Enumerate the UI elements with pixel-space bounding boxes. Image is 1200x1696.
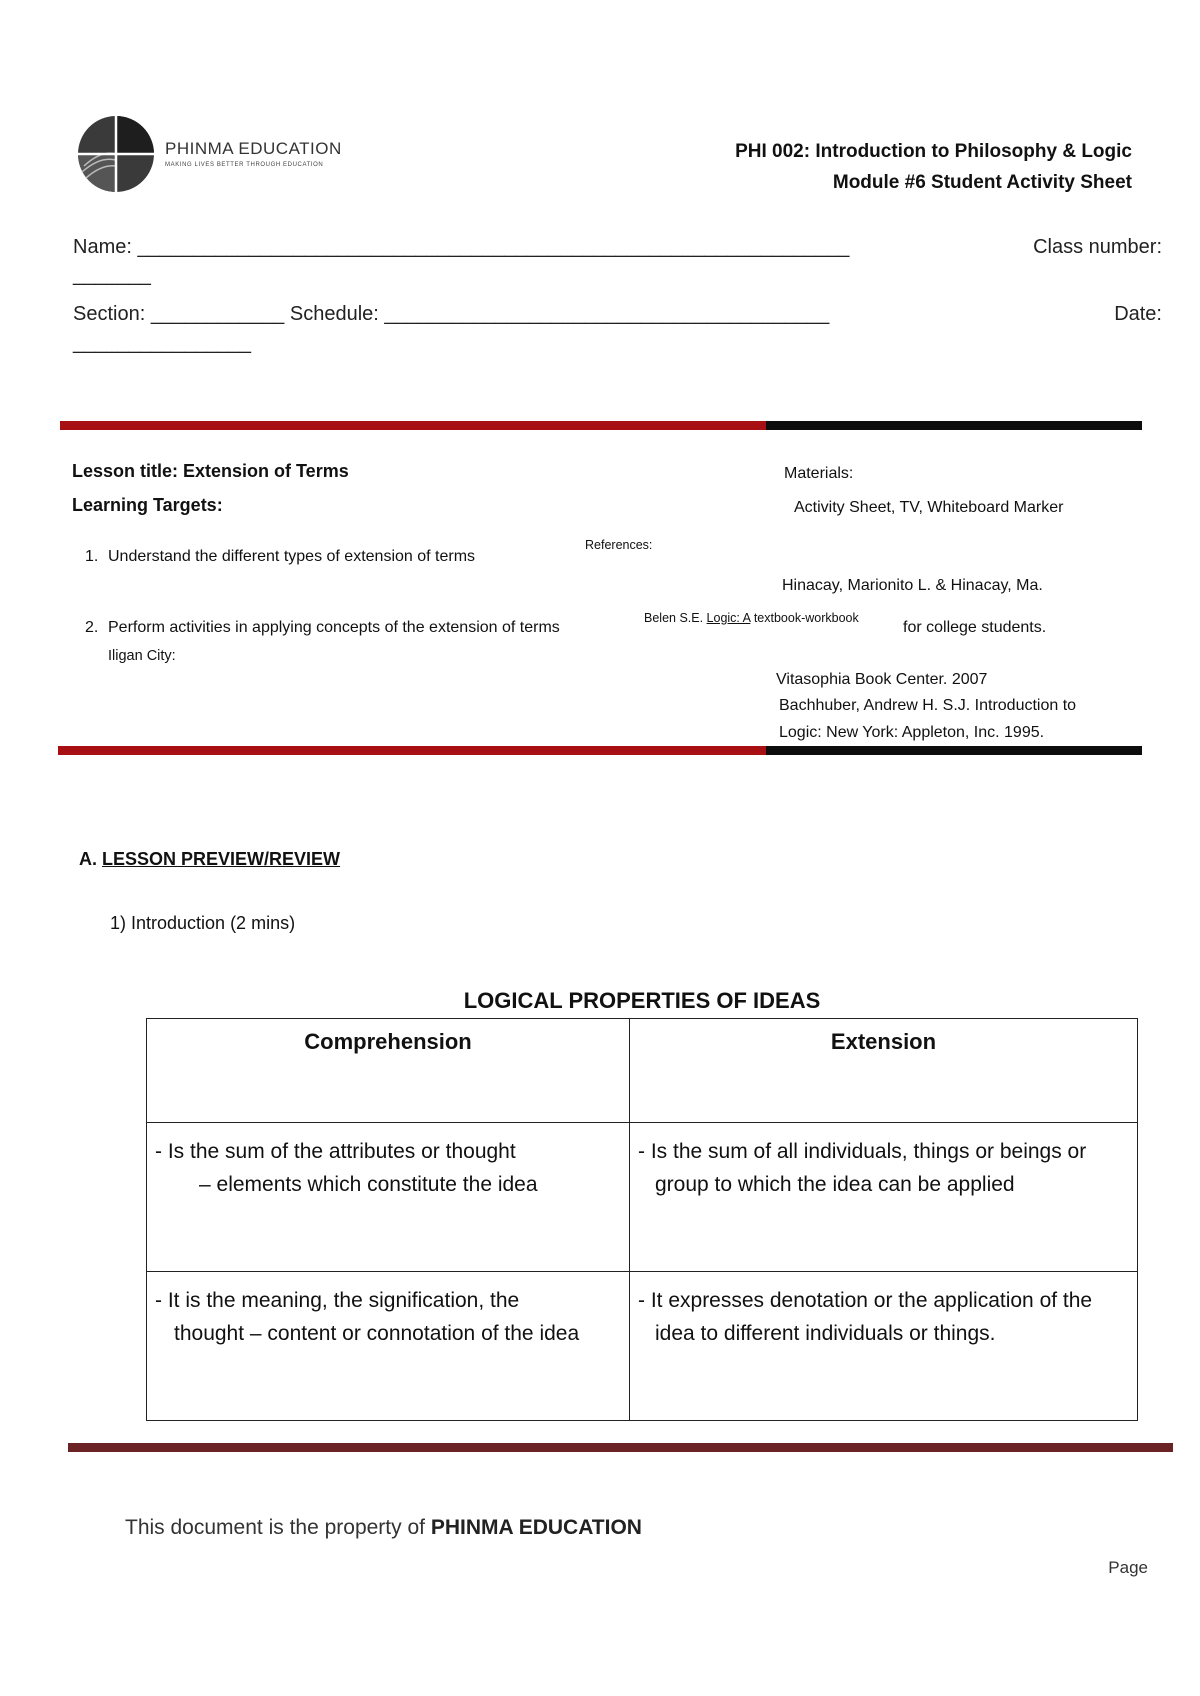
divider-black-top: [766, 421, 1142, 430]
cell-line: thought – content or connotation of the idea: [174, 1322, 580, 1345]
ref2-author: Belen S.E.: [644, 611, 707, 625]
footer-owner: PHINMA EDUCATION: [430, 1516, 642, 1539]
footer-property-notice: [125, 1516, 642, 1540]
reference-2: [644, 611, 859, 625]
name-field[interactable]: Name: ________________________________________________________________: [73, 236, 850, 258]
table-cell: [147, 1123, 630, 1272]
cell-line: - It is the meaning, the signification, the: [155, 1289, 520, 1312]
section-a-letter: A.: [79, 849, 103, 869]
target-2: Perform activities in applying concepts of the extension of terms: [108, 619, 560, 636]
page-label: Page: [1108, 1558, 1148, 1577]
cell-line: – elements which constitute the idea: [199, 1173, 538, 1196]
introduction-item: 1) Introduction (2 mins): [110, 913, 296, 933]
table-row: [147, 1123, 1138, 1272]
cell-line: idea to different individuals or things.: [655, 1322, 996, 1345]
class-number-label: Class number:: [1033, 236, 1162, 258]
phinma-logo-icon: [76, 114, 156, 194]
reference-2-cont: for college students.: [903, 619, 1047, 636]
materials-list: Activity Sheet, TV, Whiteboard Marker: [794, 499, 1064, 516]
section-a-heading: [79, 849, 340, 870]
ref2-title-rest: textbook-workbook: [750, 611, 859, 625]
target-1: Understand the different types of extension of terms: [108, 548, 476, 565]
ref2-title-underlined: Logic: A: [706, 611, 751, 625]
reference-5: Logic: New York: Appleton, Inc. 1995.: [779, 724, 1045, 741]
class-number-field[interactable]: _______: [73, 264, 151, 286]
brand-name: PHINMA EDUCATION: [165, 139, 342, 158]
table-cell: [630, 1123, 1138, 1272]
date-field[interactable]: ________________: [73, 332, 251, 354]
materials-label: Materials:: [784, 465, 854, 482]
divider-red-bottom: [58, 746, 766, 755]
section-a-title: LESSON PREVIEW/REVIEW: [102, 849, 341, 869]
reference-3: Vitasophia Book Center. 2007: [776, 671, 988, 688]
table-row: [147, 1272, 1138, 1421]
reference-1: Hinacay, Marionito L. & Hinacay, Ma.: [782, 577, 1043, 594]
brand-tagline: MAKING LIVES BETTER THROUGH EDUCATION: [165, 162, 324, 168]
sheet-title: Module #6 Student Activity Sheet: [832, 172, 1132, 193]
lesson-title: Lesson title: Extension of Terms: [72, 461, 349, 481]
column-header-comprehension: Comprehension: [147, 1019, 630, 1123]
target-2-number: 2.: [85, 619, 99, 636]
divider-red-top: [60, 421, 766, 430]
section-schedule-field[interactable]: Section: ____________ Schedule: ________________________________________: [73, 303, 830, 325]
cell-line: - Is the sum of all individuals, things or beings or: [638, 1140, 1087, 1163]
cell-line: group to which the idea can be applied: [655, 1173, 1015, 1196]
course-title: PHI 002: Introduction to Philosophy & Logic: [735, 141, 1132, 162]
cell-line: - It expresses denotation or the application of the: [638, 1289, 1093, 1312]
divider-black-bottom: [766, 746, 1142, 755]
logical-properties-table: [146, 1018, 1138, 1421]
footer-divider: [68, 1443, 1173, 1452]
table-cell: [147, 1272, 630, 1421]
learning-targets-label: Learning Targets:: [72, 495, 223, 515]
target-1-number: 1.: [85, 548, 99, 565]
table-cell: [630, 1272, 1138, 1421]
footer-text: This document is the property of: [125, 1516, 431, 1539]
column-header-extension: Extension: [630, 1019, 1138, 1123]
table-title: LOGICAL PROPERTIES OF IDEAS: [463, 988, 821, 1013]
iligan-city: Iligan City:: [108, 648, 176, 664]
date-label: Date:: [1114, 303, 1162, 325]
table-header-row: [147, 1019, 1138, 1123]
references-label: References:: [585, 538, 653, 552]
reference-4: Bachhuber, Andrew H. S.J. Introduction to: [779, 697, 1077, 714]
cell-line: - Is the sum of the attributes or thought: [155, 1140, 516, 1163]
